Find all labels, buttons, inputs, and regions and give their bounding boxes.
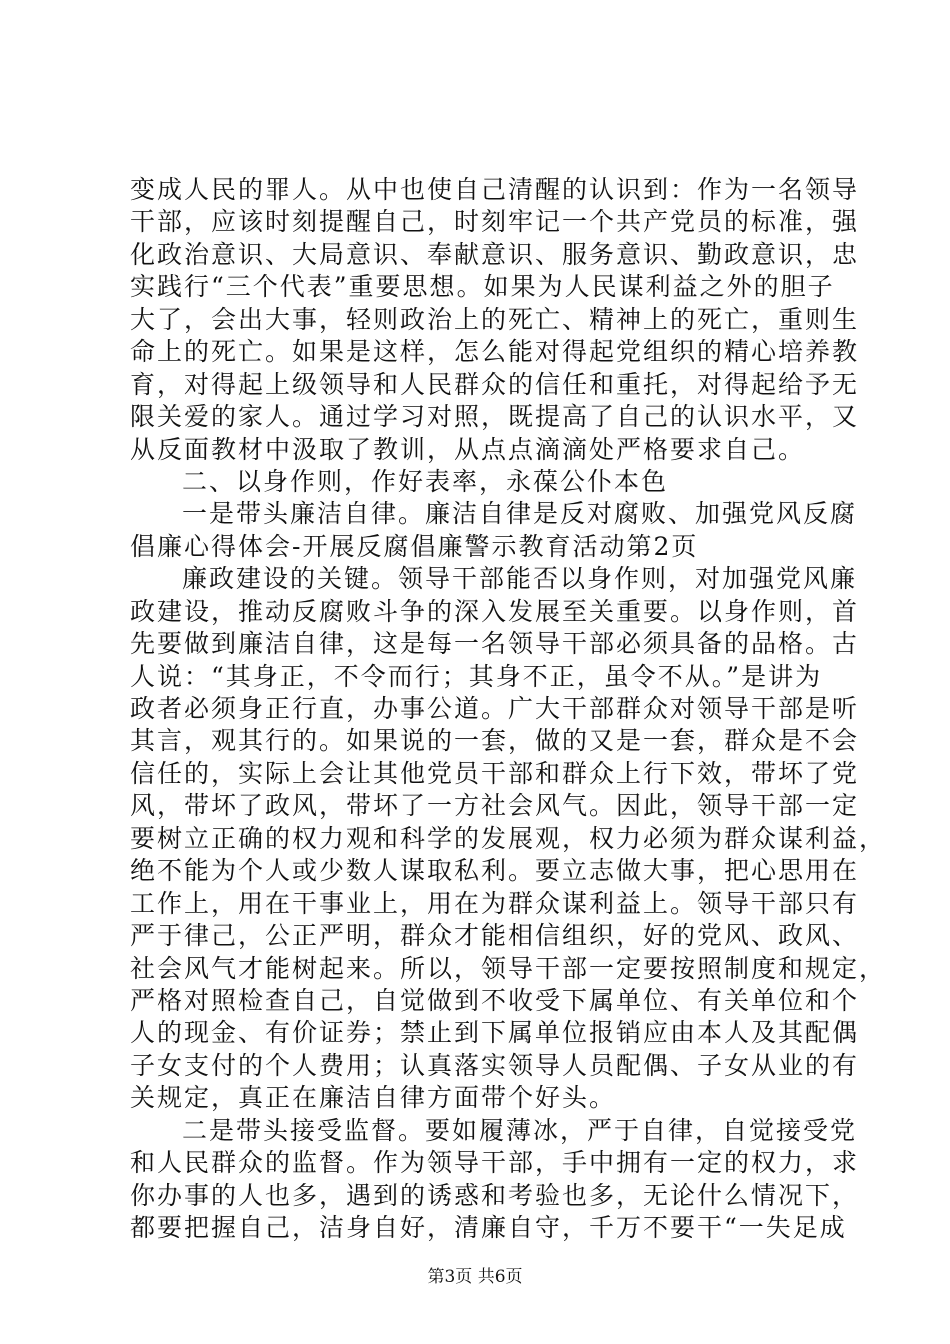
text-line: 工作上，用在干事业上，用在为群众谋利益上。领导干部只有	[130, 888, 860, 918]
text-line: 要树立正确的权力观和科学的发展观，权力必须为群众谋利益，	[130, 823, 887, 853]
text-line: 变成人民的罪人。从中也使自己清醒的认识到：作为一名领导	[130, 175, 860, 204]
document-body	[130, 174, 887, 1244]
text-line: 政建设，推动反腐败斗争的深入发展至关重要。以身作则，首	[130, 596, 860, 626]
text-line: 都要把握自己，洁身自好，清廉自守，千万不要干“一失足成	[130, 1213, 847, 1242]
text-line: 实践行“三个代表”重要思想。如果为人民谋利益之外的胆子	[130, 272, 835, 302]
text-line: 二是带头接受监督。要如履薄冰，严于自律，自觉接受党	[182, 1115, 858, 1145]
page-footer	[0, 1267, 950, 1287]
text-line: 从反面教材中汲取了教训，从点点滴滴处严格要求自己。	[130, 434, 806, 464]
text-line: 倡廉心得体会-开展反腐倡廉警示教育活动第2页	[130, 531, 699, 561]
text-line: 严格对照检查自己，自觉做到不收受下属单位、有关单位和个	[130, 985, 860, 1015]
text-line: 二、以身作则，作好表率，永葆公仆本色	[182, 466, 669, 496]
text-line: 先要做到廉洁自律，这是每一名领导干部必须具备的品格。古	[130, 629, 860, 659]
text-line: 子女支付的个人费用；认真落实领导人员配偶、子女从业的有	[130, 1050, 860, 1080]
text-line: 育，对得起上级领导和人民群众的信任和重托，对得起给予无	[130, 369, 860, 399]
text-line: 关规定，真正在廉洁自律方面带个好头。	[130, 1083, 617, 1113]
page-number: 第3页 共6页	[427, 1267, 523, 1287]
text-line: 大了，会出大事，轻则政治上的死亡、精神上的死亡，重则生	[130, 304, 860, 334]
text-line: 干部，应该时刻提醒自己，时刻牢记一个共产党员的标准，强	[130, 207, 860, 237]
text-line: 政者必须身正行直，办事公道。广大干部群众对领导干部是听	[130, 694, 860, 723]
text-line: 和人民群众的监督。作为领导干部，手中拥有一定的权力，求	[130, 1148, 860, 1178]
text-line: 信任的，实际上会让其他党员干部和群众上行下效，带坏了党	[130, 758, 860, 788]
text-line: 你办事的人也多，遇到的诱惑和考验也多，无论什么情况下，	[130, 1180, 860, 1210]
text-line: 绝不能为个人或少数人谋取私利。要立志做大事，把心思用在	[130, 856, 860, 886]
text-line: 人的现金、有价证券；禁止到下属单位报销应由本人及其配偶	[130, 1018, 860, 1048]
text-line: 社会风气才能树起来。所以，领导干部一定要按照制度和规定，	[130, 953, 887, 983]
text-line: 风，带坏了政风，带坏了一方社会风气。因此，领导干部一定	[130, 791, 860, 821]
text-line: 严于律己，公正严明，群众才能相信组织，好的党风、政风、	[130, 921, 860, 951]
text-line: 廉政建设的关键。领导干部能否以身作则，对加强党风廉	[182, 564, 858, 594]
text-line: 人说：“其身正，不令而行；其身不正，虽令不从。”是讲为	[130, 661, 823, 691]
text-line: 命上的死亡。如果是这样，怎么能对得起党组织的精心培养教	[130, 337, 860, 367]
text-line: 限关爱的家人。通过学习对照，既提高了自己的认识水平，又	[130, 402, 860, 432]
text-line: 其言，观其行的。如果说的一套，做的又是一套，群众是不会	[130, 726, 860, 756]
text-line: 一是带头廉洁自律。廉洁自律是反对腐败、加强党风反腐	[182, 499, 858, 529]
text-line: 化政治意识、大局意识、奉献意识、服务意识、勤政意识，忠	[130, 239, 860, 269]
